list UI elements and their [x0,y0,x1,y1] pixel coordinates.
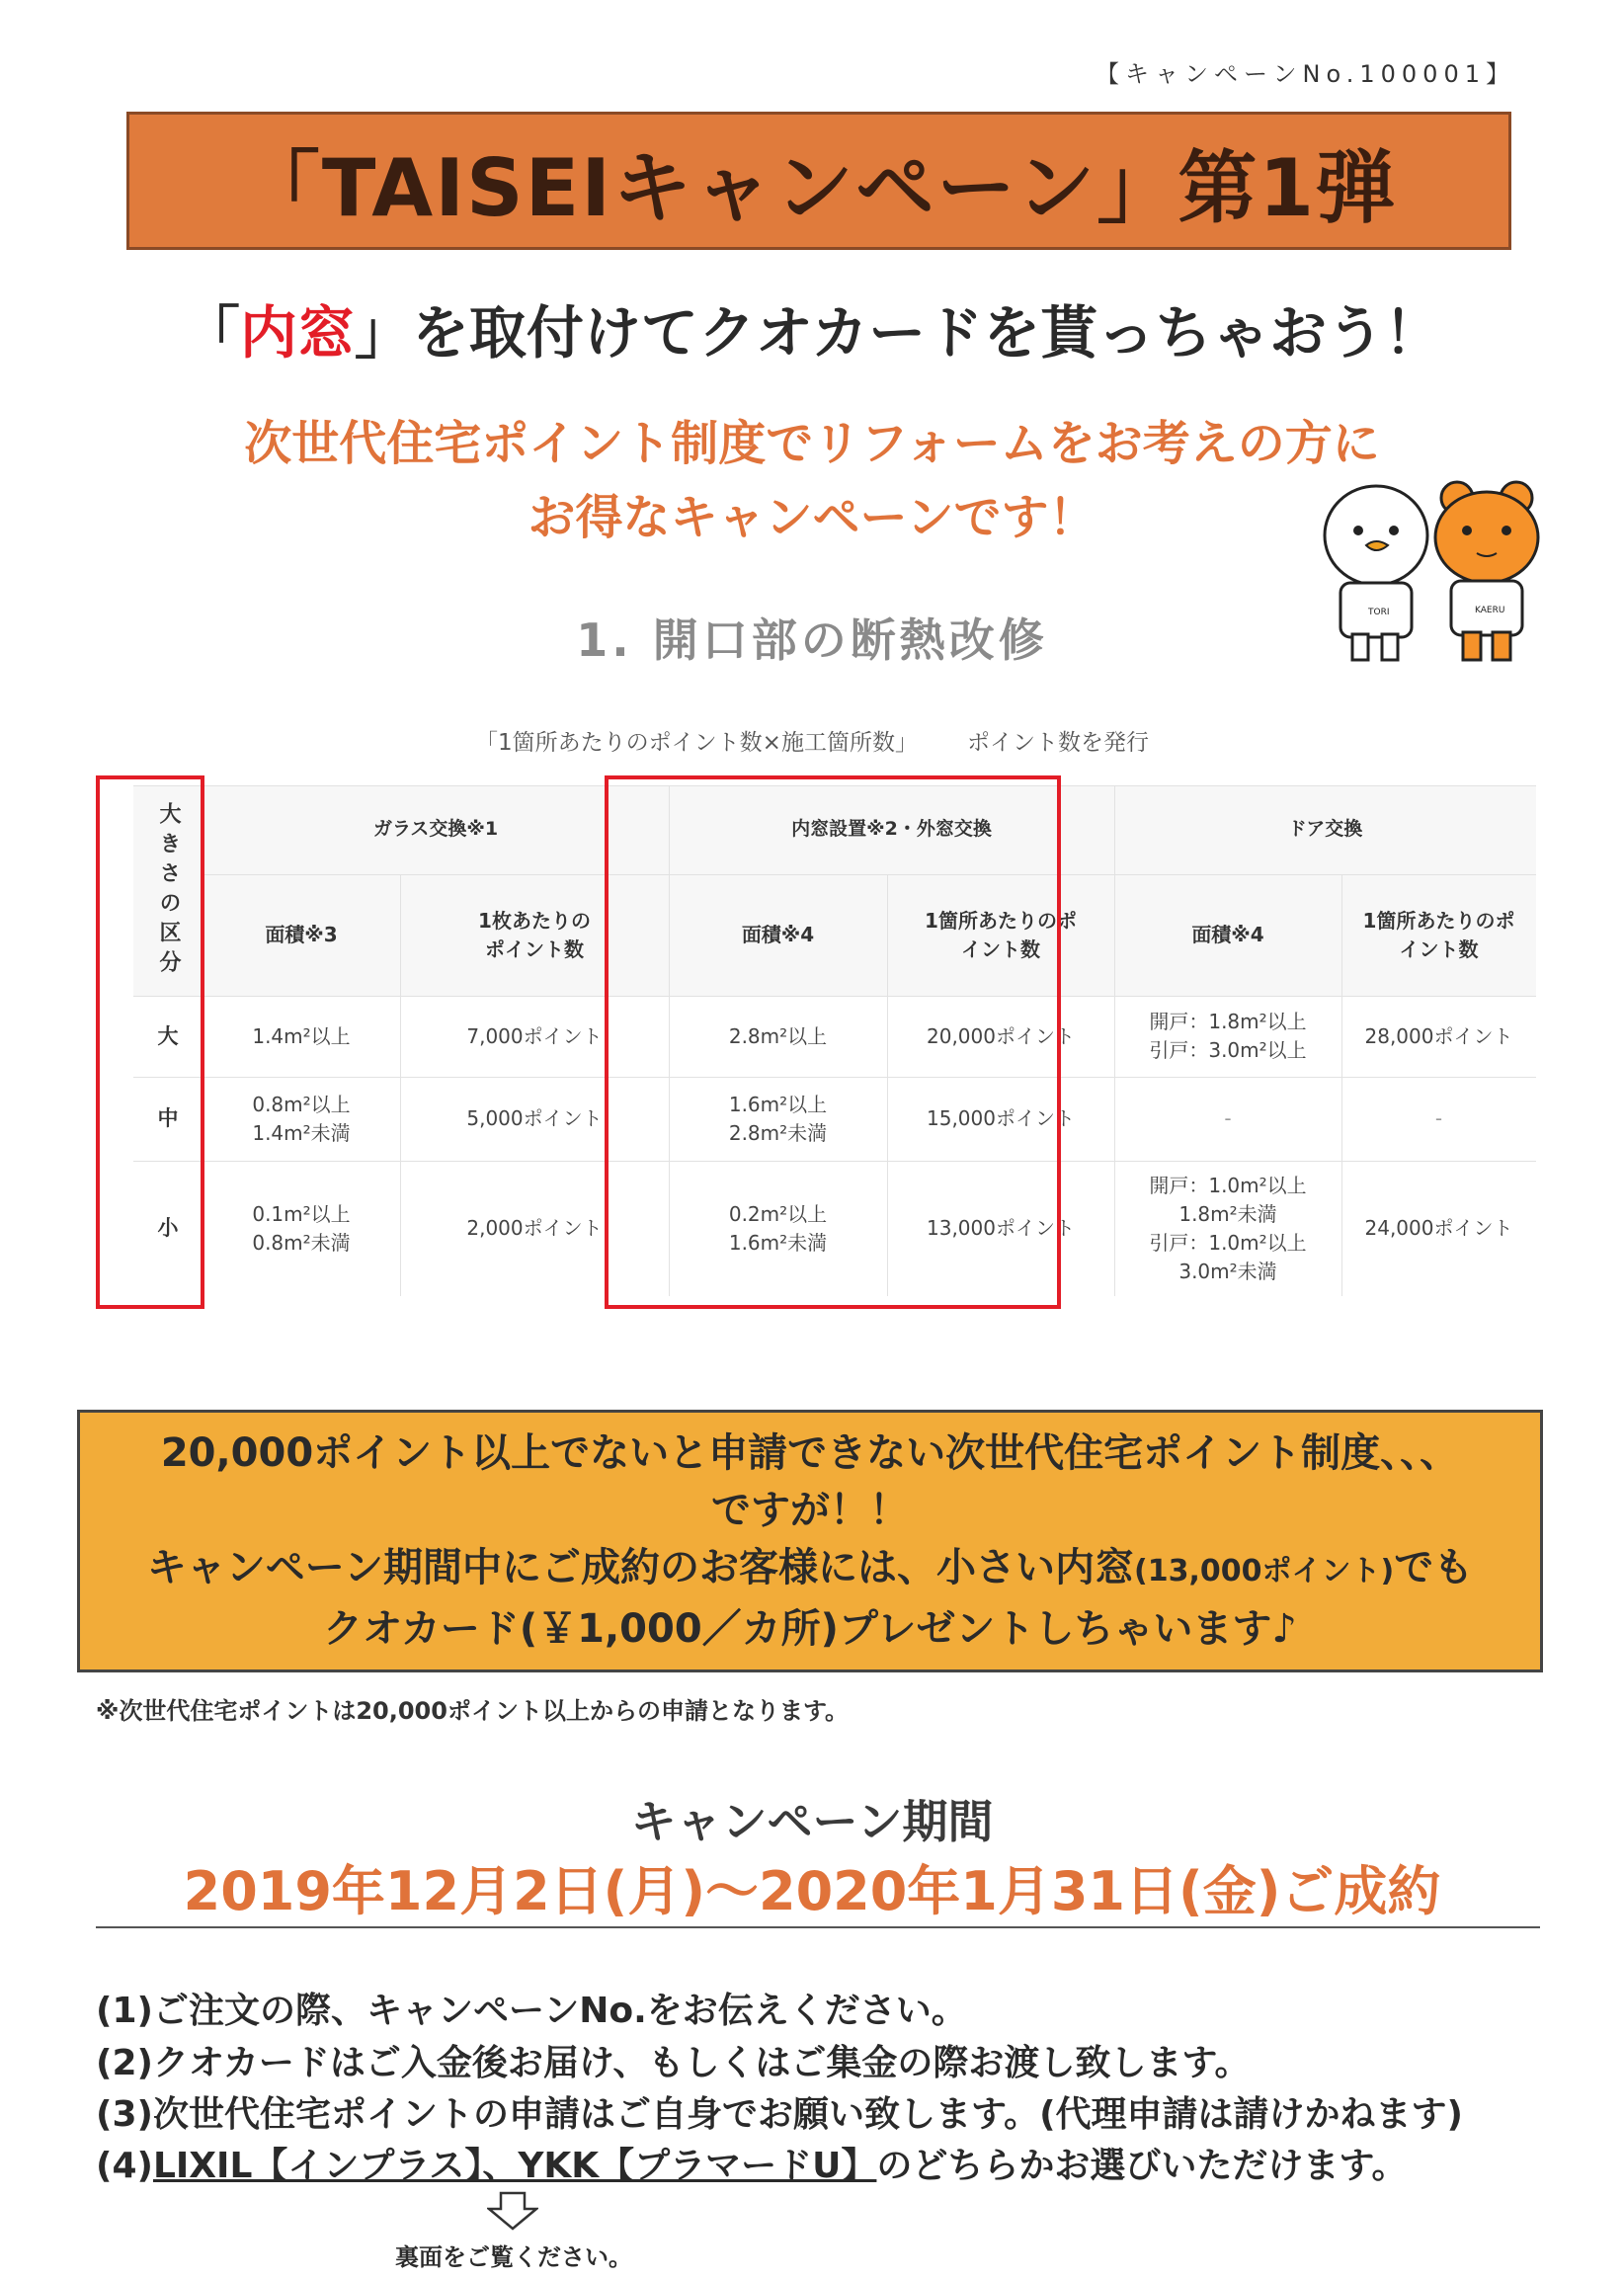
medium-window-area: 1.6m²以上 2.8m²未満 [728,1092,828,1145]
note-4-prefix: (4) [96,2146,153,2186]
notice-line-4: クオカード(￥1,000／カ所)プレゼントしちゃいます♪ [323,1606,1297,1652]
headline [0,286,1624,369]
inner-window-highlight [605,775,1061,1309]
period-label: キャンペーン期間 [630,1795,994,1848]
group-header-glass: ガラス交換※1 [203,785,669,874]
subheadline-line-1: 次世代住宅ポイント制度でリフォームをお考えの方に [244,416,1380,471]
large-door-area: 開戸：1.8m²以上 引戸：3.0m²以上 [1149,1010,1307,1062]
note-4 [96,2138,1408,2188]
headline-accent: 内窓 [239,299,355,366]
period-dates: 2019年12月2日(月)〜2020年1月31日(金)ご成約 [183,1860,1441,1922]
medium-glass-points: 5,000ポイント [466,1106,603,1130]
medium-glass-area: 0.8m²以上 1.4m²未満 [252,1092,351,1145]
subheader-window-area: 面積※4 [669,874,887,996]
note-1: (1)ご注文の際、キャンペーンNo.をお伝えください。 [96,1991,967,2031]
notice-line-2: ですが！！ [711,1488,909,1533]
large-glass-points: 7,000ポイント [466,1023,603,1048]
formula-left: 「1箇所あたりのポイント数×施工箇所数」 [475,730,918,756]
small-door-area: 開戸：1.0m²以上 1.8m²未満 引戸：1.0m²以上 3.0m²未満 [1149,1173,1307,1283]
kaeru-label: KAERU [1475,606,1505,615]
note-4-suffix: のどちらかお選びいただけます。 [876,2146,1408,2186]
row-size-large: 大 [157,1023,179,1048]
small-window-points: 13,000ポイント [927,1216,1075,1240]
small-window-area: 0.2m²以上 1.6m²未満 [728,1201,828,1255]
group-header-door: ドア交換 [1114,785,1536,874]
subheader-window-points: 1箇所あたりのポイント数 [887,874,1114,996]
grid-line [1114,785,1115,1296]
notice-line-3 [147,1539,1473,1600]
small-door-points: 24,000ポイント [1364,1216,1513,1240]
notice-line-1: 20,000ポイント以上でないと申請できない次世代住宅ポイント制度、、、 [160,1430,1460,1476]
footnote: ※次世代住宅ポイントは20,000ポイント以上からの申請となります。 [96,1697,850,1725]
tori-label: TORI [1368,608,1390,617]
group-header-inner-window: 内窓設置※2・外窓交換 [669,785,1114,874]
notice-box [77,1410,1543,1672]
notice-line-3a: キャンペーン期間中にご成約のお客様には、小さい内窓 [146,1545,1134,1590]
note-3: (3)次世代住宅ポイントの申請はご自身でお願い致します。(代理申請は請けかねます) [96,2094,1463,2135]
formula-right: ポイント数を発行 [966,730,1149,756]
subheader-door-area: 面積※4 [1114,874,1341,996]
subheader-glass-area: 面積※3 [203,874,400,996]
grid-line [1341,874,1342,1296]
reverse-side-note: 裏面をご覧ください。 [395,2243,632,2271]
subheader-glass-points: 1枚あたりのポイント数 [400,874,669,996]
formula-text [0,724,1624,757]
row-size-medium: 中 [157,1106,179,1131]
large-glass-area: 1.4m²以上 [252,1023,351,1048]
headline-rest: 」を取付けてクオカードを貰っちゃおう！ [354,299,1442,366]
small-glass-points: 2,000ポイント [466,1216,603,1240]
subheadline-line-2: お得なキャンペーンです！ [528,490,1096,545]
large-door-points: 28,000ポイント [1364,1023,1513,1048]
subheader-door-points: 1箇所あたりのポイント数 [1341,874,1536,996]
title-banner: 「TAISEIキャンペーン」第1弾 [126,112,1511,250]
notice-line-3b: (13,000ポイント) [1134,1554,1395,1588]
medium-window-points: 15,000ポイント [927,1106,1075,1130]
divider [96,1926,1540,1928]
medium-door-points: - [1434,1106,1443,1130]
notice-line-3c: でも [1394,1545,1474,1590]
large-window-points: 20,000ポイント [927,1023,1075,1048]
campaign-number: 【キャンペーンNo.100001】 [1096,60,1515,88]
section-title: 1. 開口部の断熱改修 [576,613,1048,667]
small-glass-area: 0.1m²以上 0.8m²未満 [252,1201,351,1255]
note-2: (2)クオカードはご入金後お届け、もしくはご集金の際お渡し致します。 [96,2043,1251,2083]
medium-door-area: - [1224,1106,1232,1130]
note-4-products: LIXIL【インプラス】、YKK【プラマードU】 [152,2146,877,2186]
large-window-area: 2.8m²以上 [728,1023,828,1048]
grid-line [400,874,401,1296]
down-arrow-icon [487,2191,538,2231]
headline-open: 「 [182,299,240,366]
row-size-small: 小 [157,1216,179,1241]
size-column-highlight [96,775,204,1309]
size-header: 大きさの区分 [133,785,203,996]
